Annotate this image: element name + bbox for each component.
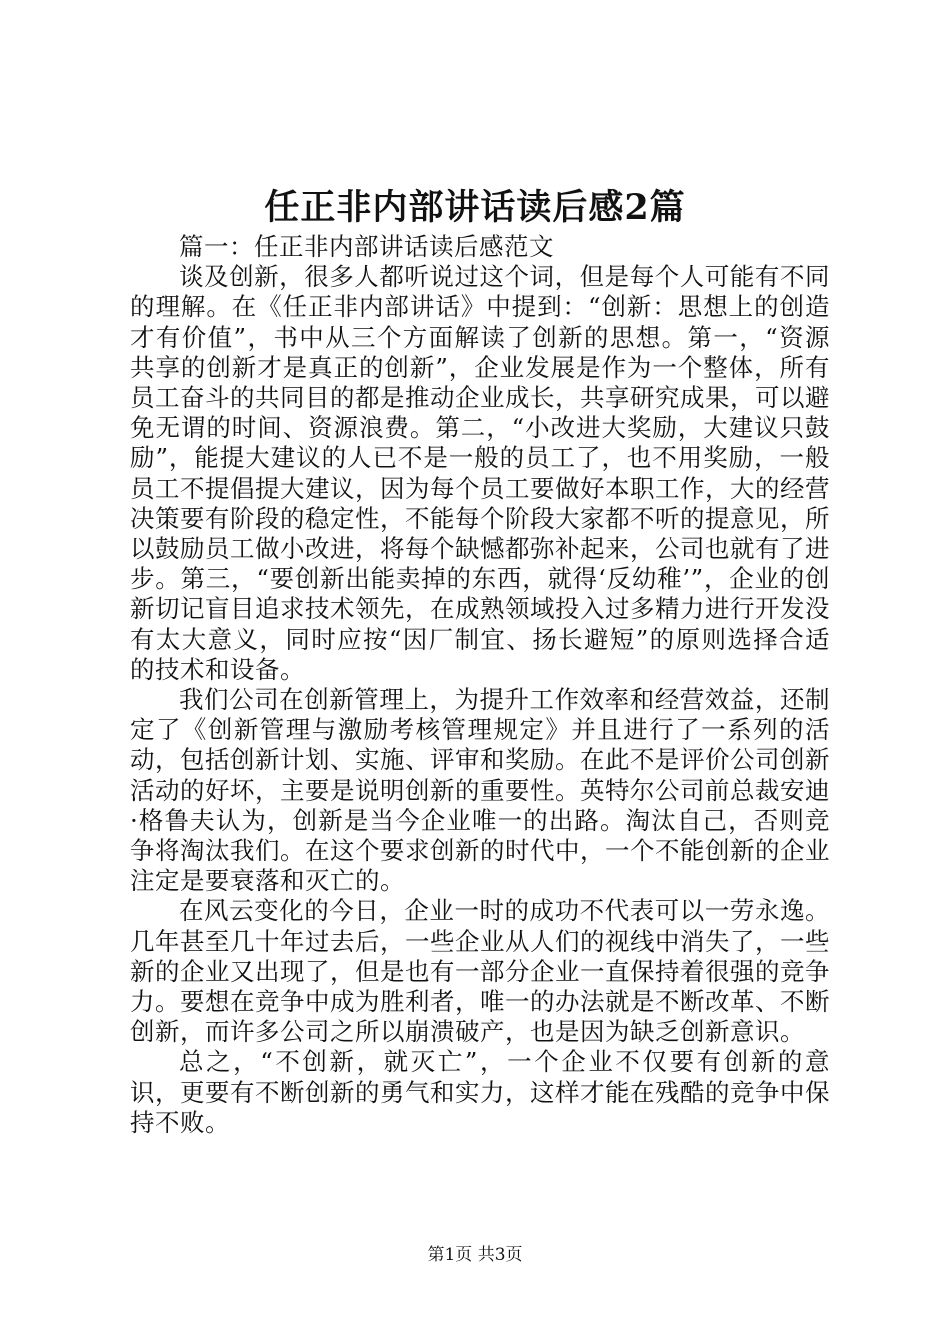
body-paragraph-3: 在风云变化的今日，企业一时的成功不代表可以一劳永逸。几年甚至几十年过去后，一些企业从人们的视线中消失了，一些新的企业又出现了，但是也有一部分企业一直保持着很强的竞争力。要想在竞争中成为胜利者，唯一的办法就是不断改革、不断创新，而许多公司之所以崩溃破产，也是因为缺乏创新意识。 [130, 896, 830, 1047]
page-number: 第1页 共3页 [427, 1245, 523, 1265]
document-body [130, 232, 830, 1138]
section-heading: 篇一：任正非内部讲话读后感范文 [179, 232, 554, 261]
page-footer [0, 1243, 950, 1267]
body-paragraph-4: 总之，“不创新，就灭亡”，一个企业不仅要有创新的意识，更要有不断创新的勇气和实力，这样才能在残酷的竞争中保持不败。 [130, 1047, 830, 1137]
document-title: 任正非内部讲话读后感2篇 [264, 187, 686, 228]
body-paragraph-1: 谈及创新，很多人都听说过这个词，但是每个人可能有不同的理解。在《任正非内部讲话》中提到：“创新：思想上的创造才有价值”，书中从三个方面解读了创新的思想。第一，“资源共享的创新才是真正的创新”，企业发展是作为一个整体，所有员工奋斗的共同目的都是推动企业成长，共享研究成果，可以避免无谓的时间、资源浪费。第二，“小改进大奖励，大建议只鼓励”，能提大建议的人已不是一般的员工了，也不用奖励，一般员工不提倡提大建议，因为每个员工要做好本职工作，大的经营决策要有阶段的稳定性，不能每个阶段大家都不听的提意见，所以鼓励员工做小改进，将每个缺憾都弥补起来，公司也就有了进步。第三，“要创新出能卖掉的东西，就得‘反幼稚’”，企业的创新切记盲目追求技术领先，在成熟领域投入过多精力进行开发没有太大意义，同时应按“因厂制宜、扬长避短”的原则选择合适的技术和设备。 [130, 262, 830, 684]
body-paragraph-2: 我们公司在创新管理上，为提升工作效率和经营效益，还制定了《创新管理与激励考核管理规定》并且进行了一系列的活动，包括创新计划、实施、评审和奖励。在此不是评价公司创新活动的好坏，主要是说明创新的重要性。英特尔公司前总裁安迪·格鲁夫认为，创新是当今企业唯一的出路。淘汰自己，否则竞争将淘汰我们。在这个要求创新的时代中，一个不能创新的企业注定是要衰落和灭亡的。 [130, 685, 830, 896]
